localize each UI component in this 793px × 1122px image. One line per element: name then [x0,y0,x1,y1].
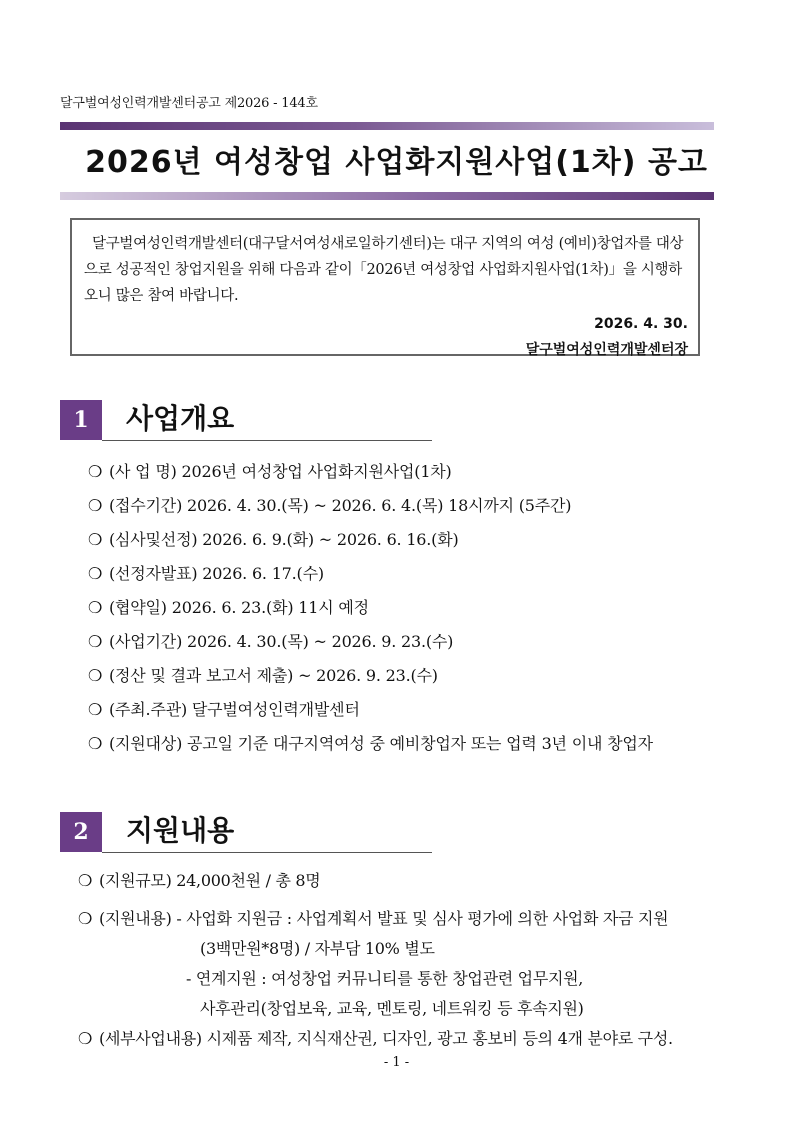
section-number-badge: 1 [60,400,102,440]
list-item: ❍ (심사및선정) 2026. 6. 9.(화) ~ 2026. 6. 16.(화) [88,526,653,560]
list-item: ❍ (선정자발표) 2026. 6. 17.(수) [88,560,653,594]
bullet-circle-icon: ❍ [88,700,103,719]
bullet-circle-icon: ❍ [88,666,103,685]
bullet-circle-icon: ❍ [78,909,93,928]
intro-box [70,218,700,356]
notice-number: 달구벌여성인력개발센터공고 제2026 - 144호 [60,96,318,111]
intro-text: 달구벌여성인력개발센터(대구달서여성새로일하기센터)는 대구 지역의 여성 (예비)창업자를 대상으로 성공적인 창업지원을 위해 다음과 같이「2026년 여성창업 사업화지원사업(1차)」을 시행하오니 많은 참여 바랍니다. [84,236,684,304]
section-title: 사업개요 [126,402,235,435]
bullet-circle-icon: ❍ [88,598,103,617]
section-underline [102,440,432,441]
section-underline [102,852,432,853]
page-number: - 1 - [383,1055,410,1070]
document-title: 2026년 여성창업 사업화지원사업(1차) 공고 [85,145,708,180]
signer: 달구벌여성인력개발센터장 [525,342,688,358]
bullet-circle-icon: ❍ [78,1029,93,1048]
bullet-circle-icon: ❍ [88,462,103,481]
bullet-circle-icon: ❍ [78,871,93,890]
support-scale: ❍ (지원규모) 24,000천원 / 총 8명 [78,871,321,890]
support-content-line: (3백만원*8명) / 자부담 10% 별도 [200,939,435,958]
bullet-circle-icon: ❍ [88,632,103,651]
list-item: ❍ (협약일) 2026. 6. 23.(화) 11시 예정 [88,594,653,628]
list-item: ❍ (정산 및 결과 보고서 제출) ~ 2026. 9. 23.(수) [88,662,653,696]
section-1-header [60,400,432,444]
title-top-bar [60,122,714,130]
section-1-list [88,458,653,764]
support-content-line: 사후관리(창업보육, 교육, 멘토링, 네트워킹 등 후속지원) [200,999,584,1018]
section-title: 지원내용 [126,814,235,847]
title-bottom-bar [60,192,714,200]
list-item: ❍ (지원대상) 공고일 기준 대구지역여성 중 예비창업자 또는 업력 3년 이내 창업자 [88,730,653,764]
bullet-circle-icon: ❍ [88,496,103,515]
support-content: ❍ (지원내용) - 사업화 지원금 : 사업계획서 발표 및 심사 평가에 의한 사업화 자금 지원 [78,909,669,928]
bullet-circle-icon: ❍ [88,530,103,549]
section-number-badge: 2 [60,812,102,852]
list-item: ❍ (사업기간) 2026. 4. 30.(목) ~ 2026. 9. 23.(수) [88,628,653,662]
bullet-circle-icon: ❍ [88,734,103,753]
detail-content: ❍ (세부사업내용) 시제품 제작, 지식재산권, 디자인, 광고 홍보비 등의 4개 분야로 구성. [78,1029,673,1048]
list-item: ❍ (사 업 명) 2026년 여성창업 사업화지원사업(1차) [88,458,653,492]
section-2-header [60,812,432,856]
support-content-line: - 연계지원 : 여성창업 커뮤니티를 통한 창업관련 업무지원, [186,969,584,988]
bullet-circle-icon: ❍ [88,564,103,583]
announcement-date: 2026. 4. 30. [594,316,688,332]
list-item: ❍ (접수기간) 2026. 4. 30.(목) ~ 2026. 6. 4.(목) 18시까지 (5주간) [88,492,653,526]
list-item: ❍ (주최.주관) 달구벌여성인력개발센터 [88,696,653,730]
